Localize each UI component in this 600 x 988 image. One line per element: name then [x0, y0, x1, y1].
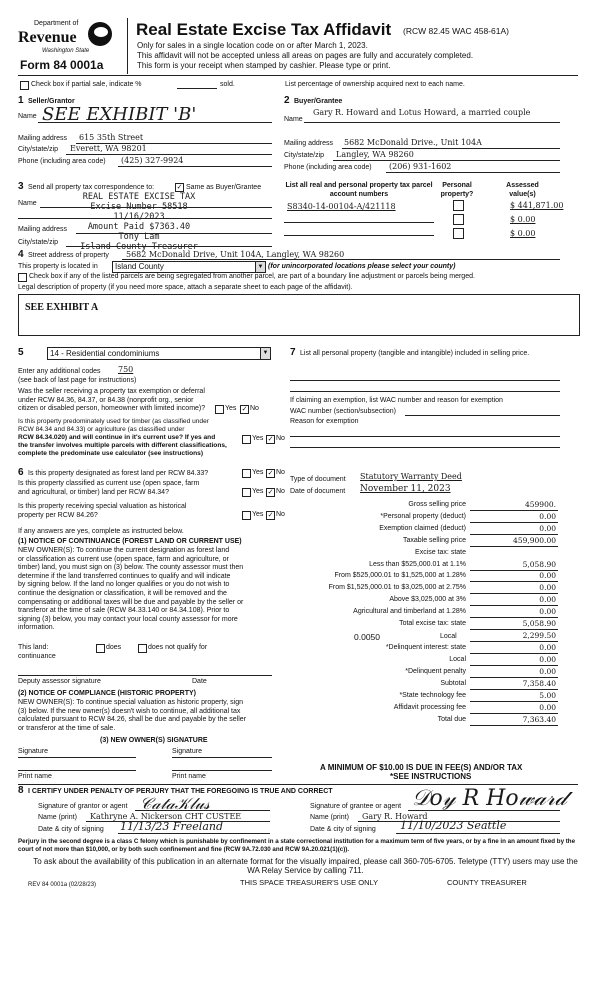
grantor-signature[interactable]: 𝒞𝒶𝓉𝒶𝒦𝓁𝓊𝓈	[140, 794, 210, 813]
parcel-number-value[interactable]: S8340-14-00104-A/421118	[287, 202, 396, 211]
use-code-select[interactable]	[47, 347, 271, 360]
tax-row	[290, 536, 558, 547]
buyer-phone-value[interactable]: (206) 931-1602	[389, 162, 452, 171]
tax-row-value[interactable]: 459,900.00	[513, 535, 556, 545]
revision-number: REV 84 0001a (02/28/23)	[28, 882, 97, 888]
header-note-1: Only for sales in a single location code on or after March 1, 2023.	[137, 41, 368, 50]
tax-row-label: From $525,000.01 to $1,525,000 at 1.28%	[334, 572, 466, 580]
header-note-3: This form is your receipt when stamped by cashier. Please type or print.	[137, 61, 391, 70]
additional-codes-label: Enter any additional codes	[18, 368, 101, 375]
personal-property-checkbox-2[interactable]	[453, 214, 464, 225]
buyer-name-label: Name	[284, 116, 303, 123]
tax-row-value[interactable]: 0.00	[539, 607, 556, 617]
tax-row-label: Exemption claimed (deduct)	[379, 524, 466, 532]
tax-row-value[interactable]: 0.00	[539, 511, 556, 521]
seller-heading: Seller/Grantor	[28, 98, 75, 105]
segregated-label: Check box if any of the listed parcels are being segregated from another parcel, are part of a boundary line adjustment or parcels being merged.	[29, 273, 475, 280]
yes-label: Yes	[252, 469, 264, 476]
county-note: (for unincorporated locations please select your county)	[268, 263, 456, 270]
legal-description-box[interactable]	[18, 294, 580, 336]
section-6-number: 6	[18, 467, 24, 478]
header-note-2: This affidavit will not be accepted unless all areas on pages are fully and accurately completed.	[137, 51, 474, 60]
no-label: No	[276, 488, 285, 495]
section-3-number: 3	[18, 181, 24, 192]
availability-notice: To ask about the availability of this publication in an alternate format for the visually impaired, please call 360-705-6705. Teletype (TTY) users may use the WA Relay Service by calling 711.	[33, 857, 578, 875]
tax-row-value[interactable]: 7,363.40	[522, 715, 556, 725]
correspondence-heading: Send all property tax correspondence to:	[28, 184, 155, 191]
notice-3-title: (3) NEW OWNER(S) SIGNATURE	[100, 737, 208, 744]
exemption-claim-label: If claiming an exemption, list WAC number and reason for exemption	[290, 397, 503, 404]
timber-yes-checkbox[interactable]	[242, 435, 251, 444]
form-title: Real Estate Excise Tax Affidavit	[136, 20, 392, 39]
document-date-label: Date of document	[290, 488, 346, 495]
personal-property-header: Personal property?	[440, 182, 474, 198]
notice-2-text: NEW OWNER(S): To continue special valuation as historic property, sign (3) below. If the new owner(s) doesn't wish to continue, all additional tax calculated pursuant to RCW 84.26, shall be due and payable by the seller or transferor at the time of sale.	[18, 699, 247, 732]
tax-row	[290, 571, 558, 582]
buyer-city-value[interactable]: Langley, WA 98260	[336, 150, 414, 159]
new-owner-print-label-2: Print name	[172, 773, 206, 780]
county-select[interactable]	[112, 261, 266, 273]
grantee-name-label: Name (print)	[310, 814, 349, 821]
personal-property-checkbox-3[interactable]	[453, 228, 464, 239]
forest-no-checkbox[interactable]: ✓	[267, 470, 274, 477]
tax-row-value[interactable]: 0.00	[539, 583, 556, 593]
certify-statement: I CERTIFY UNDER PENALTY OF PERJURY THAT THE FOREGOING IS TRUE AND CORRECT	[28, 788, 333, 795]
buyer-name-value[interactable]: Gary R. Howard and Lotus Howard, a married couple	[313, 108, 531, 117]
tax-row-value[interactable]: 5,058.90	[522, 619, 556, 628]
tax-row-value[interactable]: 7,358.40	[522, 679, 556, 689]
corr-city-label: City/state/zip	[18, 239, 59, 246]
tax-row	[290, 703, 558, 714]
grantee-name-value[interactable]: Gary R. Howard	[362, 812, 428, 821]
seller-phone-value[interactable]: (425) 327-9924	[121, 156, 184, 165]
tax-row	[290, 679, 558, 690]
tax-row	[290, 500, 558, 511]
tax-row	[290, 524, 558, 535]
chevron-down-icon: ▼	[260, 348, 270, 359]
historic-question: Is this property receiving special valuation as historical property per RCW 84.26?	[18, 503, 187, 519]
seller-name-label: Name	[18, 113, 37, 120]
exemption-no-checkbox[interactable]: ✓	[241, 406, 248, 413]
deputy-signature-label: Deputy assessor signature	[18, 678, 101, 685]
grantor-date-value[interactable]: 11/13/23 Freeland	[120, 820, 224, 833]
seller-name-value[interactable]: SEE EXHIBIT 'B'	[42, 104, 197, 125]
tax-row	[290, 667, 558, 678]
buyer-heading: Buyer/Grantee	[294, 98, 343, 105]
reason-exemption-label: Reason for exemption	[290, 418, 359, 425]
tax-row	[290, 643, 558, 654]
tax-row-value[interactable]: 0.00	[539, 643, 556, 653]
seller-city-label: City/state/zip	[18, 146, 59, 153]
current-use-yes-checkbox[interactable]	[242, 488, 251, 497]
no-label: No	[276, 435, 285, 442]
minimum-due-notice: A MINIMUM OF $10.00 IS DUE IN FEE(S) AND/OR TAX	[320, 763, 523, 772]
perjury-notice: Perjury in the second degree is a class C felony which is punishable by confinement in a state correctional institution for a maximum term of five years, or by a fine in an amount fixed by the court of not more than $10,000, or by both such confinement and fine (RCW 9A.72.030 and RCW 9A.20.021(1)(c)).	[18, 838, 576, 853]
seller-mailing-label: Mailing address	[18, 135, 68, 142]
if-yes-note: If any answers are yes, complete as instructed below.	[18, 528, 184, 535]
current-use-question: Is this property classified as current use (open space, farm and agricultural, or timber) land per RCW 84.34?	[18, 480, 200, 496]
yes-label: Yes	[252, 488, 264, 495]
land-does-checkbox[interactable]	[96, 644, 105, 653]
exemption-yes-checkbox[interactable]	[215, 405, 224, 414]
corr-name-label: Name	[18, 200, 37, 207]
assessed-value-2[interactable]: $ 0.00	[510, 215, 536, 224]
additional-codes-value[interactable]: 750	[118, 365, 134, 374]
grantee-date-label: Date & city of signing	[310, 826, 376, 833]
tax-row	[290, 583, 558, 594]
tax-row	[290, 607, 558, 618]
buyer-city-label: City/state/zip	[284, 152, 325, 159]
tax-row-label: Less than $525,000.01 at 1.1%	[369, 560, 466, 568]
personal-property-heading: List all personal property (tangible and intangible) included in selling price.	[300, 350, 530, 357]
personal-property-checkbox-1[interactable]	[453, 200, 464, 211]
yes-label: Yes	[252, 435, 264, 442]
legal-description-value: SEE EXHIBIT A	[25, 302, 99, 313]
section-4-number: 4	[18, 249, 24, 260]
partial-sale-suffix: sold.	[220, 81, 235, 88]
local-value[interactable]: 2,299.50	[522, 630, 556, 640]
tax-row	[290, 691, 558, 702]
local-tax-row	[290, 631, 558, 643]
form-number: Form 84 0001a	[20, 58, 104, 72]
county-treasurer-label: COUNTY TREASURER	[447, 878, 527, 887]
tax-row-label: Local	[449, 656, 466, 664]
new-owner-signature-label-1: Signature	[18, 748, 48, 755]
dept-line: Department of	[34, 20, 79, 27]
grantor-name-value[interactable]: Kathryne A. Nickerson CHT CUSTEE	[90, 812, 242, 821]
tax-row	[290, 548, 558, 559]
street-address-label: Street address of property	[28, 252, 109, 259]
new-owner-signature-label-2: Signature	[172, 748, 202, 755]
section-2-number: 2	[284, 95, 290, 106]
tax-row	[290, 619, 558, 630]
seller-phone-label: Phone (including area code)	[18, 158, 106, 165]
located-in-label: This property is located in	[18, 263, 98, 270]
legal-description-label: Legal description of property (if you need more space, attach a separate sheet to each page of the affidavit).	[18, 284, 353, 291]
buyer-mailing-label: Mailing address	[284, 140, 334, 147]
parcel-header: List all real and personal property tax parcel account numbers	[285, 182, 433, 198]
tax-row-value[interactable]: 5,058.90	[522, 559, 556, 569]
tax-row-label: Taxable selling price	[402, 536, 466, 544]
does-not-label: does not qualify for	[148, 644, 208, 651]
rcw-reference: (RCW 82.45 WAC 458-61A)	[403, 26, 509, 36]
tax-row-value[interactable]: 0.00	[539, 595, 556, 605]
assessed-value-3[interactable]: $ 0.00	[510, 229, 536, 238]
state-name: Washington State	[42, 48, 90, 54]
section-8-number: 8	[18, 785, 24, 796]
tax-row-value[interactable]: 5.00	[539, 691, 556, 701]
notice-1-title: (1) NOTICE OF CONTINUANCE (FOREST LAND OR CURRENT USE)	[18, 538, 242, 545]
seller-mailing-value[interactable]: 615 35th Street	[79, 133, 144, 142]
same-as-buyer-label: Same as Buyer/Grantee	[186, 184, 262, 191]
treasurer-use-only: THIS SPACE TREASURER'S USE ONLY	[240, 878, 379, 887]
timber-no-checkbox[interactable]: ✓	[267, 436, 274, 443]
tax-row-label: Agricultural and timberland at 1.28%	[353, 608, 466, 616]
forest-question: Is this property designated as forest land per RCW 84.33?	[28, 470, 209, 477]
header-divider	[127, 18, 128, 74]
this-land-label: This land:	[18, 644, 49, 651]
tax-row-label: Excise tax: state	[415, 548, 466, 556]
tax-row-label: Above $3,025,000 at 3%	[389, 596, 466, 604]
grantee-date-value[interactable]: 11/10/2023 Seattle	[400, 819, 507, 832]
street-address-value[interactable]: 5682 McDonald Drive, Unit 104A, Langley, WA 98260	[126, 250, 345, 259]
tax-row-label: *Personal property (deduct)	[380, 512, 466, 520]
tax-row	[290, 715, 558, 726]
buyer-mailing-value[interactable]: 5682 McDonald Drive., Unit 104A	[344, 138, 482, 147]
tax-row-label: Subtotal	[440, 680, 466, 688]
grantee-signature[interactable]: 𝒟𝑜𝓎 𝑅 𝐻𝑜𝓌𝒶𝓇𝒹	[412, 786, 567, 811]
see-back-note: (see back of last page for instructions)	[18, 377, 137, 384]
tax-row-label: Total due	[437, 716, 466, 724]
partial-sale-checkbox[interactable]	[20, 81, 29, 90]
section-5-number: 5	[18, 347, 24, 358]
no-label: No	[276, 469, 285, 476]
partial-sale-label: Check box if partial sale, indicate %	[31, 81, 142, 88]
grantor-name-label: Name (print)	[38, 814, 77, 821]
buyer-phone-label: Phone (including area code)	[284, 164, 372, 171]
yes-label: Yes	[252, 511, 264, 518]
deputy-date-label: Date	[192, 678, 207, 685]
no-label: No	[250, 405, 259, 412]
tax-row	[290, 512, 558, 523]
forest-yes-checkbox[interactable]	[242, 469, 251, 478]
tax-row-label: Affidavit processing fee	[393, 704, 466, 712]
tax-row	[290, 655, 558, 666]
tax-row-label: From $1,525,000.01 to $3,025,000 at 2.75%	[328, 584, 466, 592]
tax-row-value[interactable]: 0.00	[539, 523, 556, 533]
tax-row-label: Total excise tax: state	[399, 620, 466, 627]
tax-row-label: *Delinquent interest: state	[385, 644, 466, 652]
tax-row-value[interactable]: 0.00	[539, 703, 556, 713]
document-date-value[interactable]: November 11, 2023	[360, 484, 451, 494]
segregated-checkbox[interactable]	[18, 273, 27, 282]
historic-yes-checkbox[interactable]	[242, 511, 251, 520]
see-instructions: *SEE INSTRUCTIONS	[390, 772, 472, 781]
use-code-value: 14 - Residential condominiums	[50, 349, 160, 358]
treasurer-stamp: REAL ESTATE EXCISE TAX Excise Number 58518 11/16/2023 Amount Paid $7363.40 Tony Lam Island County Treasurer	[80, 192, 198, 252]
continuance-label: continuance	[18, 653, 56, 660]
ownership-note: List percentage of ownership acquired next to each name.	[285, 81, 465, 88]
yes-label: Yes	[225, 405, 237, 412]
wac-number-label: WAC number (section/subsection)	[290, 408, 396, 415]
county-select-value: Island County	[115, 262, 164, 271]
land-does-not-checkbox[interactable]	[138, 644, 147, 653]
assessed-value-header: Assessed value(s)	[506, 182, 539, 198]
new-owner-print-label-1: Print name	[18, 773, 52, 780]
section-7-number: 7	[290, 347, 296, 358]
historic-no-checkbox[interactable]: ✓	[267, 512, 274, 519]
tax-row-value[interactable]: 0.00	[539, 655, 556, 665]
tax-row	[290, 595, 558, 606]
document-type-value[interactable]: Statutory Warranty Deed	[360, 472, 462, 481]
tax-row-label: *Delinquent penalty	[405, 668, 466, 676]
seller-city-value[interactable]: Everett, WA 98201	[70, 144, 147, 153]
tax-row-label: Gross selling price	[408, 501, 466, 508]
tax-row	[290, 560, 558, 571]
notice-2-title: (2) NOTICE OF COMPLIANCE (HISTORIC PROPERTY)	[18, 690, 196, 697]
assessed-value-1[interactable]: $ 441,871.00	[510, 201, 564, 210]
agency-logo-icon	[88, 22, 112, 46]
exemption-question: Was the seller receiving a property tax exemption or deferral under RCW 84.36, 84.37, or 84.38 (nonprofit org., senior citizen or disabled person, homeowner with limited income)?	[18, 388, 206, 412]
tax-row-value[interactable]: 459900.	[524, 500, 556, 509]
same-as-buyer-checkbox[interactable]: ✓	[176, 184, 183, 191]
local-rate: 0.0050	[354, 631, 380, 642]
chevron-down-icon: ▼	[255, 262, 265, 272]
no-label: No	[276, 511, 285, 518]
local-label: Local	[440, 632, 457, 640]
notice-1-text: NEW OWNER(S): To continue the current designation as forest land or classification as current use (open space, farm and agriculture, or timber) land, you must sign on (3) below. The county assessor must then determine if the land transferred continues to qualify and will indicate by signing below. If the land no longer qualifies or you do not wish to continue the designation or classification, it will be removed and the compensating or additional taxes will be due and payable by the seller or transferor at the time of sale (RCW 84.33.140 or 84.34.108). Prior to signing (3) below, you may contact your local county assessor for more information.	[18, 547, 244, 632]
current-use-no-checkbox[interactable]: ✓	[267, 489, 274, 496]
grantor-signature-label: Signature of grantor or agent	[38, 803, 128, 810]
corr-mailing-label: Mailing address	[18, 226, 68, 233]
grantee-signature-label: Signature of grantee or agent	[310, 803, 402, 810]
grantor-date-label: Date & city of signing	[38, 826, 104, 833]
tax-row-value[interactable]: 0.00	[539, 571, 556, 581]
tax-row-value[interactable]: 0.00	[539, 667, 556, 677]
timber-question: Is this property predominately used for timber (as classified under RCW 84.34 and 84.33) or agriculture (as classified under RCW 84.34.020) and will continue in it's current use? If yes and the transfer involves multiple parcels with different classifications, complete the predominate use calculator (see instructions)	[18, 418, 227, 457]
document-type-label: Type of document	[290, 476, 346, 483]
does-label: does	[106, 644, 122, 651]
section-1-number: 1	[18, 95, 24, 106]
agency-name: Revenue	[18, 29, 77, 46]
tax-row-label: *State technology fee	[399, 692, 466, 700]
